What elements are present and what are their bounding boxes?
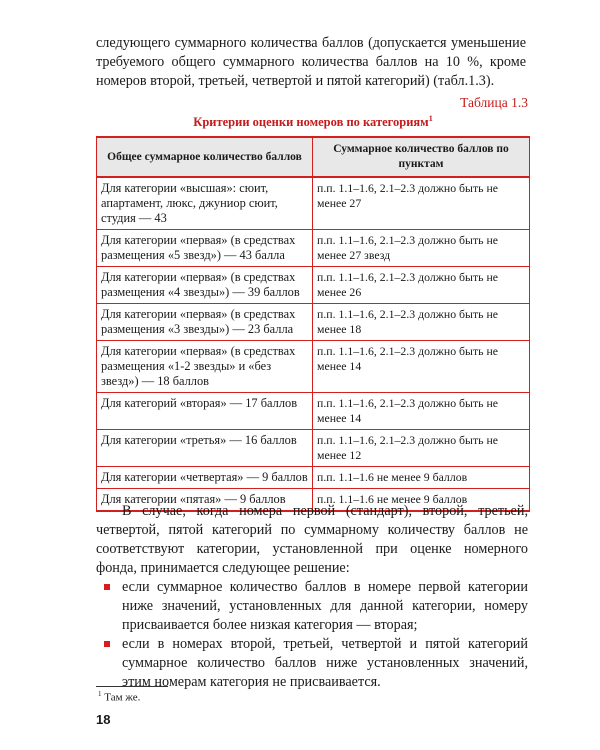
decision-list (96, 578, 528, 692)
category-cell: Для категории «высшая»: сюит, апартамент, люкс, джуниор сюит, студия — 43 (97, 177, 313, 230)
square-bullet-icon (104, 584, 110, 590)
square-bullet-icon (104, 641, 110, 647)
criteria-cell: п.п. 1.1–1.6, 2.1–2.3 должно быть не менее 26 (313, 267, 530, 304)
decision-paragraph: В случае, когда номера первой (стандарт), второй, третьей, четвертой, пятой категорий по суммарному количеству баллов не соответствуют категории, установленной при оценке номерного фонда, принимается следующее решение: (96, 503, 528, 576)
table-row (97, 393, 530, 430)
list-item (96, 635, 528, 692)
list-item (96, 578, 528, 635)
list-item-text: если в номерах второй, третьей, четвертой и пятой категорий суммарное количество баллов ниже установленных значений, этим номерам категория не присваивается. (122, 636, 528, 690)
criteria-table (96, 136, 530, 512)
category-cell: Для категории «пятая» — 9 баллов (97, 489, 313, 512)
column-header-score-by-items: Суммарное количество баллов по пунктам (313, 137, 530, 177)
category-cell: Для категории «первая» (в средствах размещения «1-2 звезды» и «без звезд») — 18 баллов (97, 341, 313, 393)
category-cell: Для категорий «вторая» — 17 баллов (97, 393, 313, 430)
criteria-cell: п.п. 1.1–1.6 не менее 9 баллов (313, 467, 530, 489)
table-caption (96, 114, 530, 130)
intro-paragraph: следующего суммарного количества баллов (допускается уменьшение требуемого общего суммарного количества баллов на 10 %, кроме номеров второй, третьей, четвертой и пятой категорий) (табл.1.3). (96, 35, 526, 89)
table-row (97, 177, 530, 230)
table-row (97, 304, 530, 341)
table-row (97, 430, 530, 467)
footnote (98, 690, 140, 704)
category-cell: Для категории «четвертая» — 9 баллов (97, 467, 313, 489)
criteria-cell: п.п. 1.1–1.6, 2.1–2.3 должно быть не менее 18 (313, 304, 530, 341)
criteria-cell: п.п. 1.1–1.6, 2.1–2.3 должно быть не менее 27 (313, 177, 530, 230)
footnote-text: Там же. (104, 691, 141, 704)
criteria-cell: п.п. 1.1–1.6, 2.1–2.3 должно быть не менее 14 (313, 393, 530, 430)
page-number: 18 (96, 712, 111, 727)
criteria-cell: п.п. 1.1–1.6, 2.1–2.3 должно быть не менее 14 (313, 341, 530, 393)
table-label: Таблица 1.3 (460, 95, 528, 110)
table-caption-text: Критерии оценки номеров по категориям (193, 115, 429, 130)
list-item-text: если суммарное количество баллов в номере первой категории ниже значений, установленных для данной категории, номеру присваивается более низкая категория — вторая; (122, 579, 528, 633)
footnote-divider (96, 686, 168, 687)
table-row (97, 267, 530, 304)
table-row (97, 341, 530, 393)
criteria-cell: п.п. 1.1–1.6, 2.1–2.3 должно быть не менее 12 (313, 430, 530, 467)
column-header-total-score: Общее суммарное количество баллов (97, 137, 313, 177)
category-cell: Для категории «первая» (в средствах размещения «5 звезд») — 43 балла (97, 230, 313, 267)
caption-footnote-mark: 1 (428, 114, 433, 123)
category-cell: Для категории «первая» (в средствах размещения «3 звезды») — 23 балла (97, 304, 313, 341)
table-row (97, 230, 530, 267)
table-row (97, 467, 530, 489)
criteria-cell: п.п. 1.1–1.6, 2.1–2.3 должно быть не менее 27 звезд (313, 230, 530, 267)
category-cell: Для категории «первая» (в средствах размещения «4 звезды») — 39 баллов (97, 267, 313, 304)
category-cell: Для категории «третья» — 16 баллов (97, 430, 313, 467)
criteria-cell: п.п. 1.1–1.6 не менее 9 баллов (313, 489, 530, 512)
table-header-row (97, 137, 530, 177)
footnote-mark: 1 (98, 690, 102, 698)
